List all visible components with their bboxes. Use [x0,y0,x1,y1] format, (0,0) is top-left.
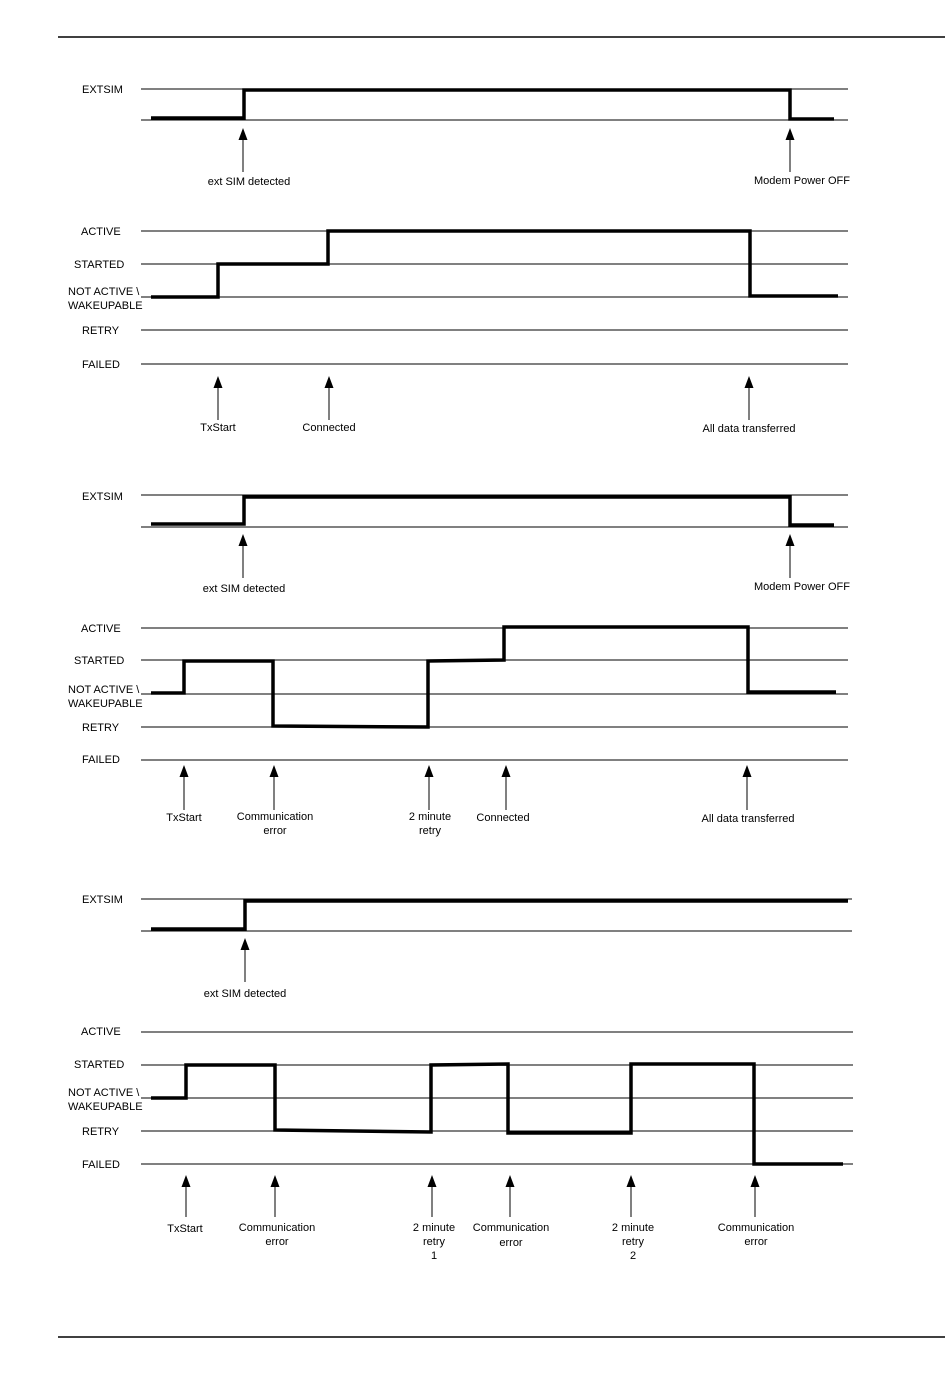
level-label-active: ACTIVE [81,1026,121,1038]
level-label-active: ACTIVE [81,623,121,635]
event-label: retry [622,1236,644,1248]
arrow-head [239,534,248,546]
event-label: 2 minute [408,811,452,823]
extsim-label: EXTSIM [82,84,123,96]
event-label: retry [423,1236,445,1248]
event-label: 2 [629,1250,637,1262]
event-label: Communication [238,1222,316,1234]
level-label-not-active: NOT ACTIVE \ [68,286,140,298]
level-label-started: STARTED [74,1059,125,1071]
arrow-head [502,765,511,777]
event-label: TxStart [200,422,236,434]
level-label-wakeupable: WAKEUPABLE [68,300,143,312]
event-label: 2 minute [611,1222,655,1234]
arrow-head [745,376,754,388]
extsim-signal [151,497,834,525]
status-signal [151,1064,843,1164]
extsim-timeline [82,84,850,188]
extsim-label: EXTSIM [82,491,123,503]
event-label: Connected [476,812,530,824]
event-label: Communication [717,1222,795,1234]
level-label-started: STARTED [74,655,125,667]
event-label: 1 [430,1250,438,1262]
arrow-head [270,765,279,777]
arrow-head [428,1175,437,1187]
event-label: Communication [236,811,314,823]
event-label: error [263,825,287,837]
scenario-3 [68,894,853,1262]
arrow-head [214,376,223,388]
arrow-head [325,376,334,388]
extsim-label: EXTSIM [82,894,123,906]
level-label-wakeupable: WAKEUPABLE [68,1101,143,1113]
arrow-head [271,1175,280,1187]
level-label-started: STARTED [74,259,125,271]
arrow-head [786,128,795,140]
event-label: All data transferred [702,423,796,435]
arrow-head [182,1175,191,1187]
arrow-head [627,1175,636,1187]
level-label-failed: FAILED [82,754,120,766]
level-label-active: ACTIVE [81,226,121,238]
event-label: Connected [302,422,356,434]
level-label-failed: FAILED [82,359,120,371]
extsim-signal [151,901,848,929]
level-label-retry: RETRY [82,722,120,734]
event-label: ext SIM detected [207,176,291,188]
event-label: TxStart [166,812,202,824]
scenario-1 [68,84,850,435]
arrow-head [180,765,189,777]
level-label-retry: RETRY [82,1126,120,1138]
extsim-timeline [82,491,850,595]
event-label: ext SIM detected [203,988,287,1000]
level-label-not-active: NOT ACTIVE \ [68,684,140,696]
status-timeline [68,623,848,837]
status-signal [151,627,836,727]
event-label: Modem Power OFF [754,175,850,187]
event-label: Modem Power OFF [754,581,850,593]
scenario-2 [68,491,850,837]
event-label: error [499,1237,523,1249]
status-timeline [68,1026,853,1262]
extsim-signal [151,90,834,119]
event-label: error [265,1236,289,1248]
arrow-head [743,765,752,777]
level-label-failed: FAILED [82,1159,120,1171]
level-label-retry: RETRY [82,325,120,337]
arrow-head [506,1175,515,1187]
event-label: All data transferred [701,813,795,825]
arrow-head [425,765,434,777]
arrow-head [241,938,250,950]
extsim-timeline [82,894,852,1000]
level-label-wakeupable: WAKEUPABLE [68,698,143,710]
status-timeline [68,226,848,435]
event-label: retry [419,825,441,837]
level-label-not-active: NOT ACTIVE \ [68,1087,140,1099]
event-label: Communication [472,1222,550,1234]
event-label: error [744,1236,768,1248]
arrow-head [239,128,248,140]
event-label: TxStart [167,1223,203,1235]
event-label: 2 minute [412,1222,456,1234]
event-label: ext SIM detected [202,583,286,595]
arrow-head [786,534,795,546]
arrow-head [751,1175,760,1187]
